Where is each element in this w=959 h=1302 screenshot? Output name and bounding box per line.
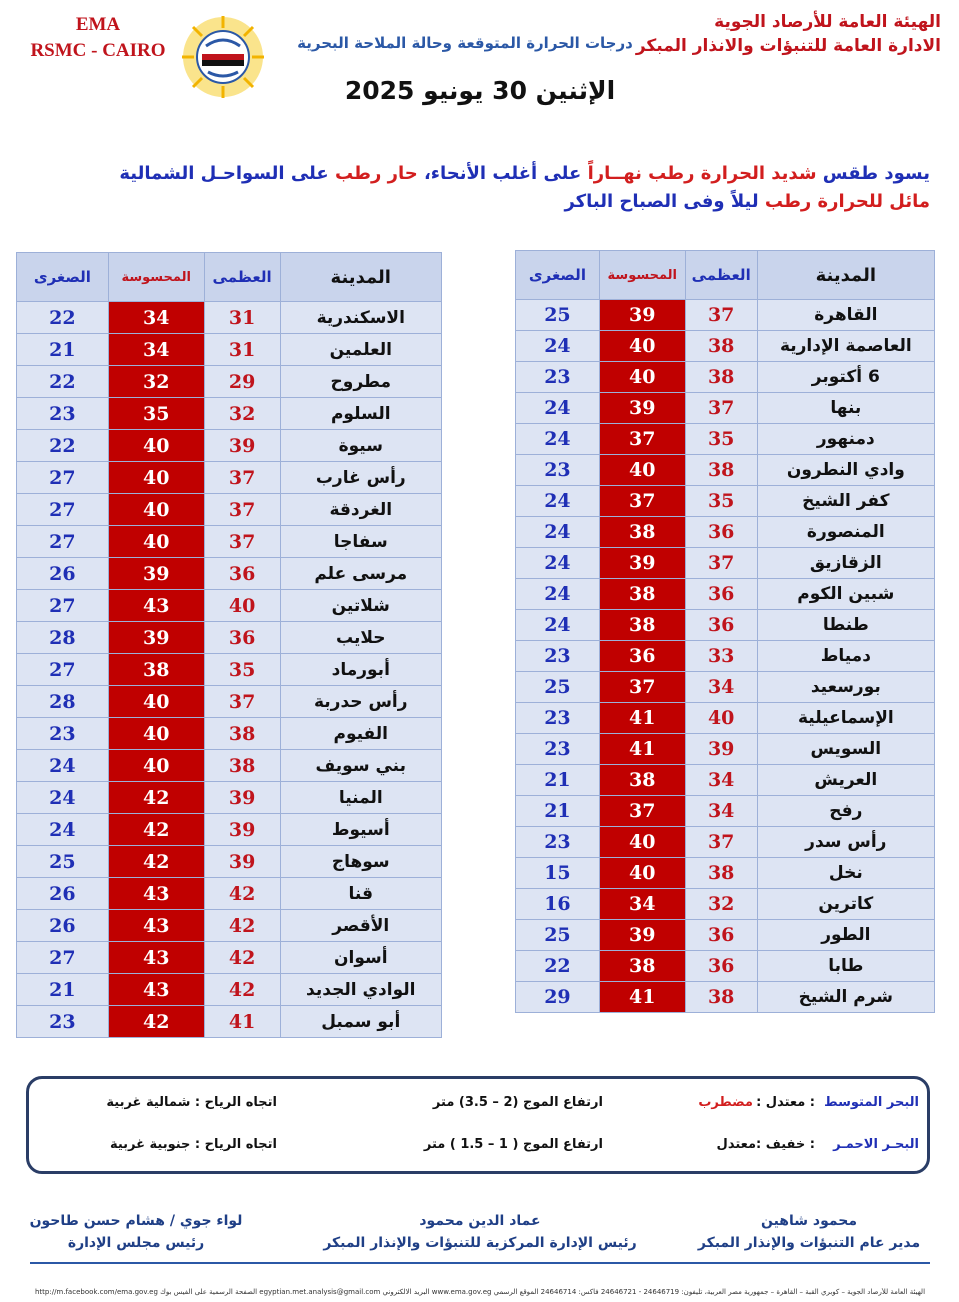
min-temp-cell: 27: [17, 462, 109, 494]
feels-like-cell: 40: [599, 827, 685, 858]
med-state-label: : معتدل :: [756, 1095, 815, 1110]
min-temp-cell: 22: [17, 430, 109, 462]
min-temp-cell: 27: [17, 494, 109, 526]
city-cell: الطور: [757, 920, 934, 951]
ema-logo-sun-icon: [180, 14, 266, 100]
city-cell: شبين الكوم: [757, 579, 934, 610]
min-temp-cell: 23: [516, 703, 600, 734]
max-temp-cell: 39: [685, 734, 757, 765]
feels-like-cell: 41: [599, 734, 685, 765]
city-cell: كاترين: [757, 889, 934, 920]
city-cell: العريش: [757, 765, 934, 796]
max-temp-cell: 37: [685, 827, 757, 858]
feels-like-cell: 43: [108, 590, 204, 622]
org-line-1: الهيئة العامة للأرصاد الجوية: [714, 12, 941, 32]
table-row: [17, 430, 442, 462]
max-temp-cell: 34: [685, 765, 757, 796]
max-temp-cell: 39: [204, 430, 280, 462]
feels-like-cell: 39: [108, 622, 204, 654]
feels-like-cell: 42: [108, 782, 204, 814]
city-cell: طنطا: [757, 610, 934, 641]
signature-2-name: عماد الدين محمود: [419, 1213, 541, 1229]
min-temp-cell: 21: [516, 765, 600, 796]
min-temp-cell: 24: [516, 517, 600, 548]
table-row: [17, 910, 442, 942]
city-cell: حلايب: [280, 622, 441, 654]
feels-like-cell: 39: [599, 300, 685, 331]
feels-like-cell: 40: [599, 455, 685, 486]
min-temp-cell: 16: [516, 889, 600, 920]
max-temp-cell: 36: [685, 951, 757, 982]
feels-like-cell: 41: [599, 703, 685, 734]
city-cell: سيوة: [280, 430, 441, 462]
rsmc-label: RSMC - CAIRO: [30, 40, 166, 61]
min-temp-cell: 22: [17, 366, 109, 398]
max-temp-cell: 36: [204, 622, 280, 654]
city-cell: أبورماد: [280, 654, 441, 686]
min-temp-cell: 24: [516, 331, 600, 362]
min-temp-cell: 24: [516, 424, 600, 455]
max-temp-cell: 37: [204, 462, 280, 494]
feels-like-cell: 42: [108, 846, 204, 878]
red-label: البحـر الاحمـر: [833, 1137, 919, 1152]
min-temp-cell: 24: [516, 579, 600, 610]
min-temp-cell: 23: [516, 641, 600, 672]
max-temp-cell: 36: [685, 579, 757, 610]
city-cell: الأقصر: [280, 910, 441, 942]
feels-like-cell: 40: [108, 526, 204, 558]
header-max: العظمى: [685, 251, 757, 300]
temperature-table-right: [515, 250, 935, 1013]
min-temp-cell: 25: [516, 300, 600, 331]
max-temp-cell: 37: [204, 686, 280, 718]
table-row: [516, 331, 935, 362]
table-row: [17, 654, 442, 686]
feels-like-cell: 32: [108, 366, 204, 398]
city-cell: سوهاج: [280, 846, 441, 878]
max-temp-cell: 31: [204, 334, 280, 366]
table-row: [17, 1006, 442, 1038]
feels-like-cell: 34: [599, 889, 685, 920]
max-temp-cell: 31: [204, 302, 280, 334]
city-cell: رأس حدربة: [280, 686, 441, 718]
feels-like-cell: 41: [599, 982, 685, 1013]
header-city: المدينة: [757, 251, 934, 300]
max-temp-cell: 38: [685, 858, 757, 889]
min-temp-cell: 24: [17, 814, 109, 846]
med-wave-height: ارتفاع الموج (2 – 3.5) متر: [432, 1095, 603, 1110]
max-temp-cell: 35: [685, 424, 757, 455]
min-temp-cell: 23: [516, 827, 600, 858]
min-temp-cell: 22: [17, 302, 109, 334]
city-cell: مرسى علم: [280, 558, 441, 590]
med-label: البحر المتوسط: [824, 1095, 919, 1110]
min-temp-cell: 24: [516, 548, 600, 579]
feels-like-cell: 40: [599, 331, 685, 362]
table-row: [17, 526, 442, 558]
org-line-2: الادارة العامة للتنبؤات والانذار المبكر: [635, 36, 941, 56]
max-temp-cell: 39: [204, 814, 280, 846]
max-temp-cell: 38: [685, 331, 757, 362]
red-wind-direction: اتجاه الرياح : جنوبية غربية: [109, 1137, 277, 1152]
feels-like-cell: 39: [599, 393, 685, 424]
max-temp-cell: 38: [204, 718, 280, 750]
max-temp-cell: 38: [204, 750, 280, 782]
table-row: [516, 672, 935, 703]
feels-like-cell: 40: [108, 750, 204, 782]
city-cell: العلمين: [280, 334, 441, 366]
summary-l1-c: على أغلب الأنحاء،: [417, 163, 588, 184]
table-row: [516, 765, 935, 796]
feels-like-cell: 40: [108, 430, 204, 462]
max-temp-cell: 38: [685, 455, 757, 486]
min-temp-cell: 25: [516, 672, 600, 703]
temperature-table-left: [16, 252, 442, 1038]
table-row: [17, 942, 442, 974]
table-row: [516, 703, 935, 734]
feels-like-cell: 43: [108, 974, 204, 1006]
min-temp-cell: 26: [17, 878, 109, 910]
header-min: الصغرى: [17, 253, 109, 302]
feels-like-cell: 37: [599, 672, 685, 703]
feels-like-cell: 43: [108, 942, 204, 974]
feels-like-cell: 39: [108, 558, 204, 590]
min-temp-cell: 24: [17, 782, 109, 814]
feels-like-cell: 40: [108, 462, 204, 494]
city-cell: الغردقة: [280, 494, 441, 526]
table-row: [17, 462, 442, 494]
max-temp-cell: 35: [685, 486, 757, 517]
table-row: [17, 782, 442, 814]
max-temp-cell: 39: [204, 846, 280, 878]
city-cell: الإسماعيلية: [757, 703, 934, 734]
city-cell: الاسكندرية: [280, 302, 441, 334]
summary-l1-a: يسود طقس: [816, 163, 930, 184]
max-temp-cell: 37: [204, 494, 280, 526]
city-cell: أبو سمبل: [280, 1006, 441, 1038]
table-row: [516, 455, 935, 486]
max-temp-cell: 42: [204, 878, 280, 910]
summary-l1-d: حار رطب: [334, 163, 418, 184]
feels-like-cell: 38: [599, 517, 685, 548]
table-row: [17, 686, 442, 718]
city-cell: شلاتين: [280, 590, 441, 622]
table-row: [516, 858, 935, 889]
table-row: [516, 951, 935, 982]
min-temp-cell: 26: [17, 910, 109, 942]
min-temp-cell: 23: [17, 398, 109, 430]
city-cell: السلوم: [280, 398, 441, 430]
city-cell: طابا: [757, 951, 934, 982]
header-feel: المحسوسة: [599, 251, 685, 300]
table-row: [516, 424, 935, 455]
sea-state-box: [26, 1076, 930, 1174]
summary-l1-b: شديد الحرارة رطب نهــاراً: [587, 163, 817, 184]
header-feel: المحسوسة: [108, 253, 204, 302]
city-cell: وادي النطرون: [757, 455, 934, 486]
signature-1-name: محمود شاهين: [760, 1213, 858, 1229]
city-cell: السويس: [757, 734, 934, 765]
city-cell: أسوان: [280, 942, 441, 974]
feels-like-cell: 37: [599, 486, 685, 517]
min-temp-cell: 24: [516, 610, 600, 641]
min-temp-cell: 28: [17, 686, 109, 718]
signature-1-title: مدير عام التنبؤات والإنذار المبكر: [697, 1235, 921, 1251]
min-temp-cell: 23: [516, 734, 600, 765]
min-temp-cell: 23: [516, 362, 600, 393]
min-temp-cell: 23: [17, 1006, 109, 1038]
max-temp-cell: 32: [685, 889, 757, 920]
feels-like-cell: 38: [108, 654, 204, 686]
feels-like-cell: 40: [599, 858, 685, 889]
min-temp-cell: 23: [17, 718, 109, 750]
summary-l1-e: على السواحـل الشمالية: [119, 163, 335, 184]
city-cell: قنا: [280, 878, 441, 910]
summary-l2-a: مائل للحرارة رطب: [764, 191, 930, 212]
feels-like-cell: 40: [108, 718, 204, 750]
max-temp-cell: 36: [685, 610, 757, 641]
min-temp-cell: 23: [516, 455, 600, 486]
table-row: [516, 548, 935, 579]
max-temp-cell: 41: [204, 1006, 280, 1038]
footer-divider: [30, 1262, 930, 1264]
table-row: [516, 920, 935, 951]
footer-contact: الهيئة العامة للأرصاد الجوية – كوبري القبة – القاهرة – جمهورية مصر العربية، تليفون: 24646719 - 24646721 فاكس: 24646714 الموقع الرسمي www.ema.gov.eg البريد الالكتروني egyptian.met.analysis@gmail.com الصفحة الرسمية على الفيس بوك http://m.facebook.com/ema.gov.eg: [34, 1288, 926, 1296]
min-temp-cell: 27: [17, 942, 109, 974]
table-row: [516, 796, 935, 827]
table-row: [17, 590, 442, 622]
table-row: [516, 300, 935, 331]
city-cell: بورسعيد: [757, 672, 934, 703]
red-wave-height: ارتفاع الموج ( 1 – 1.5 ) متر: [423, 1137, 603, 1152]
min-temp-cell: 25: [17, 846, 109, 878]
min-temp-cell: 21: [17, 334, 109, 366]
organization-name: [621, 10, 941, 58]
city-cell: بني سويف: [280, 750, 441, 782]
feels-like-cell: 40: [599, 362, 685, 393]
max-temp-cell: 37: [685, 393, 757, 424]
city-cell: رفح: [757, 796, 934, 827]
max-temp-cell: 39: [204, 782, 280, 814]
feels-like-cell: 38: [599, 765, 685, 796]
table-row: [516, 517, 935, 548]
max-temp-cell: 34: [685, 796, 757, 827]
table-row: [17, 302, 442, 334]
city-cell: الوادي الجديد: [280, 974, 441, 1006]
min-temp-cell: 22: [516, 951, 600, 982]
min-temp-cell: 27: [17, 526, 109, 558]
city-cell: الزقازيق: [757, 548, 934, 579]
ema-block: [18, 12, 178, 64]
min-temp-cell: 27: [17, 590, 109, 622]
min-temp-cell: 27: [17, 654, 109, 686]
feels-like-cell: 42: [108, 1006, 204, 1038]
feels-like-cell: 42: [108, 814, 204, 846]
city-cell: الفيوم: [280, 718, 441, 750]
table-row: [516, 734, 935, 765]
feels-like-cell: 40: [108, 494, 204, 526]
city-cell: بنها: [757, 393, 934, 424]
table-row: [17, 334, 442, 366]
feels-like-cell: 43: [108, 910, 204, 942]
city-cell: شرم الشيخ: [757, 982, 934, 1013]
min-temp-cell: 21: [516, 796, 600, 827]
min-temp-cell: 25: [516, 920, 600, 951]
max-temp-cell: 42: [204, 974, 280, 1006]
weather-summary: [100, 160, 930, 216]
feels-like-cell: 43: [108, 878, 204, 910]
feels-like-cell: 35: [108, 398, 204, 430]
signature-2-title: رئيس الإدارة المركزية للتنبؤات والإنذار المبكر: [323, 1235, 637, 1251]
city-cell: سفاجا: [280, 526, 441, 558]
ema-acronym: EMA: [75, 14, 121, 35]
feels-like-cell: 39: [599, 548, 685, 579]
feels-like-cell: 34: [108, 334, 204, 366]
city-cell: نخل: [757, 858, 934, 889]
max-temp-cell: 35: [204, 654, 280, 686]
summary-l2-b: ليلاً وفى الصباح الباكر: [564, 191, 765, 212]
city-cell: المنيا: [280, 782, 441, 814]
min-temp-cell: 26: [17, 558, 109, 590]
table-row: [17, 750, 442, 782]
page-title: درجات الحرارة المتوقعة وحالة الملاحة البحرية: [297, 34, 633, 52]
table-row: [17, 558, 442, 590]
min-temp-cell: 24: [17, 750, 109, 782]
table-row: [17, 814, 442, 846]
table-row: [516, 610, 935, 641]
signature-2: [320, 1210, 640, 1254]
min-temp-cell: 21: [17, 974, 109, 1006]
table-row: [516, 579, 935, 610]
max-temp-cell: 36: [685, 517, 757, 548]
max-temp-cell: 29: [204, 366, 280, 398]
table-row: [17, 366, 442, 398]
max-temp-cell: 37: [685, 300, 757, 331]
city-cell: مطروح: [280, 366, 441, 398]
city-cell: رأس سدر: [757, 827, 934, 858]
max-temp-cell: 34: [685, 672, 757, 703]
max-temp-cell: 36: [204, 558, 280, 590]
feels-like-cell: 40: [108, 686, 204, 718]
feels-like-cell: 38: [599, 579, 685, 610]
max-temp-cell: 42: [204, 910, 280, 942]
table-row: [516, 641, 935, 672]
max-temp-cell: 42: [204, 942, 280, 974]
table-row: [516, 827, 935, 858]
table-row: [17, 398, 442, 430]
max-temp-cell: 38: [685, 982, 757, 1013]
header-max: العظمى: [204, 253, 280, 302]
signature-1: [689, 1210, 929, 1254]
max-temp-cell: 36: [685, 920, 757, 951]
signature-3-name: لواء جوي / هشام حسن طاحون: [29, 1213, 243, 1229]
feels-like-cell: 37: [599, 424, 685, 455]
table-row: [17, 878, 442, 910]
city-cell: القاهرة: [757, 300, 934, 331]
feels-like-cell: 38: [599, 951, 685, 982]
feels-like-cell: 38: [599, 610, 685, 641]
table-row: [17, 718, 442, 750]
feels-like-cell: 37: [599, 796, 685, 827]
max-temp-cell: 37: [685, 548, 757, 579]
min-temp-cell: 24: [516, 486, 600, 517]
table-row: [516, 362, 935, 393]
feels-like-cell: 36: [599, 641, 685, 672]
header-city: المدينة: [280, 253, 441, 302]
signature-3-title: رئيس مجلس الإدارة: [67, 1235, 205, 1251]
max-temp-cell: 37: [204, 526, 280, 558]
city-cell: رأس غارب: [280, 462, 441, 494]
red-state: : خفيف :معتدل: [716, 1137, 815, 1152]
city-cell: العاصمة الإدارية: [757, 331, 934, 362]
min-temp-cell: 24: [516, 393, 600, 424]
feels-like-cell: 39: [599, 920, 685, 951]
city-cell: 6 أكتوبر: [757, 362, 934, 393]
table-row: [17, 622, 442, 654]
table-row: [516, 393, 935, 424]
feels-like-cell: 34: [108, 302, 204, 334]
min-temp-cell: 28: [17, 622, 109, 654]
med-wind-direction: اتجاه الرياح : شمالية غربية: [106, 1095, 277, 1110]
table-row: [17, 494, 442, 526]
city-cell: دمنهور: [757, 424, 934, 455]
max-temp-cell: 40: [204, 590, 280, 622]
city-cell: كفر الشيخ: [757, 486, 934, 517]
city-cell: دمياط: [757, 641, 934, 672]
min-temp-cell: 29: [516, 982, 600, 1013]
table-row: [516, 889, 935, 920]
table-row: [17, 974, 442, 1006]
header-min: الصغرى: [516, 251, 600, 300]
city-cell: المنصورة: [757, 517, 934, 548]
max-temp-cell: 40: [685, 703, 757, 734]
med-state-value: مضطرب: [698, 1095, 753, 1110]
max-temp-cell: 38: [685, 362, 757, 393]
min-temp-cell: 15: [516, 858, 600, 889]
table-row: [516, 982, 935, 1013]
table-row: [17, 846, 442, 878]
max-temp-cell: 33: [685, 641, 757, 672]
signature-3: [26, 1210, 246, 1254]
forecast-date: الإثنين 30 يونيو 2025: [344, 76, 616, 105]
city-cell: أسيوط: [280, 814, 441, 846]
table-row: [516, 486, 935, 517]
max-temp-cell: 32: [204, 398, 280, 430]
